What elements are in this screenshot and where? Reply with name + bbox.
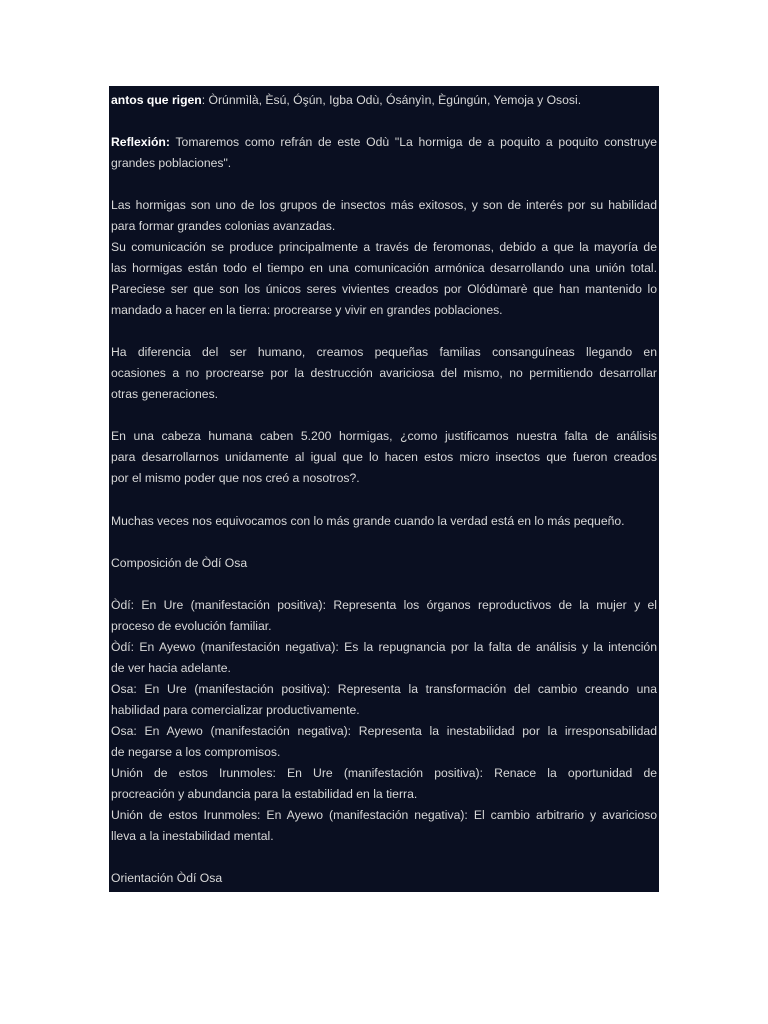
paragraph-line: de negarse a los compromisos. [111, 745, 281, 759]
head-paragraph [111, 426, 657, 489]
paragraph-line: ocasiones a no procrearse por la destrucción avariciosa del mismo, no permitiendo desarrollar [111, 366, 657, 380]
paragraph-line: las hormigas están todo el tiempo en una comunicación armónica desarrollando una unión total. [111, 261, 657, 275]
reflexion-line-2: grandes poblaciones". [111, 156, 232, 170]
paragraph-line: para formar grandes colonias avanzadas. [111, 219, 336, 233]
paragraph-line: procreación y abundancia para la estabilidad en la tierra. [111, 787, 418, 801]
paragraph-line: Òdí: En Ayewo (manifestación negativa): Es la repugnancia por la falta de análisis y la intención [111, 640, 657, 654]
ants-paragraph [111, 195, 657, 321]
paragraph-line: Osa: En Ure (manifestación positiva): Representa la transformación del cambio creando una [111, 682, 657, 696]
paragraph-line: Osa: En Ayewo (manifestación negativa): Representa la inestabilidad por la irresponsabilidad [111, 724, 657, 738]
paragraph-line: Òdí: En Ure (manifestación positiva): Representa los órganos reproductivos de la mujer y el [111, 598, 657, 612]
paragraph-line: Su comunicación se produce principalmente a través de feromonas, debido a que la mayoría de [111, 240, 657, 254]
reflexion-line-1 [111, 132, 657, 153]
paragraph-line: otras generaciones. [111, 387, 219, 401]
paragraph-line: habilidad para comercializar productivamente. [111, 703, 360, 717]
composicion-heading [111, 553, 657, 574]
paragraph-line: Muchas veces nos equivocamos con lo más grande cuando la verdad está en lo más pequeño. [111, 514, 625, 528]
paragraph-line: Unión de estos Irunmoles: En Ayewo (manifestación negativa): El cambio arbitrario y avaricioso [111, 808, 657, 822]
section-heading: Composición de Òdí Osa [111, 556, 248, 570]
reflexion-paragraph [111, 132, 657, 174]
reflexion-text: Tomaremos como refrán de este Odù "La hormiga de a poquito a poquito construye [169, 135, 657, 149]
intro-paragraph [111, 90, 657, 111]
paragraph-line: para desarrollarnos unidamente al igual que lo hacen estos micro insectos que fueron creados [111, 450, 657, 464]
paragraph-line: lleva a la inestabilidad mental. [111, 829, 274, 843]
section-heading: Orientación Òdí Osa [111, 871, 223, 885]
mistakes-paragraph [111, 511, 657, 532]
paragraph-line: Las hormigas son uno de los grupos de insectos más exitosos, y son de interés por su habilidad [111, 198, 657, 212]
paragraph-line: Ha diferencia del ser humano, creamos pequeñas familias consanguíneas llegando en [111, 345, 657, 359]
paragraph-line: proceso de evolución familiar. [111, 619, 272, 633]
paragraph-line: Unión de estos Irunmoles: En Ure (manifestación positiva): Renace la oportunidad de [111, 766, 657, 780]
composicion-paragraph [111, 595, 657, 847]
paragraph-line: mandado a hacer en la tierra: procrearse y vivir en grandes poblaciones. [111, 303, 503, 317]
intro-line [111, 90, 657, 111]
paragraph-line: En una cabeza humana caben 5.200 hormigas, ¿como justificamos nuestra falta de análisis [111, 429, 657, 443]
intro-label: antos que rigen [111, 93, 202, 107]
human-paragraph [111, 342, 657, 405]
orientacion-heading [111, 868, 657, 889]
paragraph-line: Pareciese ser que son los únicos seres vivientes creados por Olódùmarè que han mantenido lo [111, 282, 657, 296]
intro-text: : Òrúnmìlà, Èsú, Óşún, Igba Odù, Ósányìn, Ègúngún, Yemoja y Ososi. [201, 93, 582, 107]
paragraph-line: de ver hacia adelante. [111, 661, 231, 675]
reflexion-label: Reflexión: [111, 135, 170, 149]
document-text-panel [109, 86, 659, 892]
paragraph-line: por el mismo poder que nos creó a nosotros?. [111, 471, 360, 485]
